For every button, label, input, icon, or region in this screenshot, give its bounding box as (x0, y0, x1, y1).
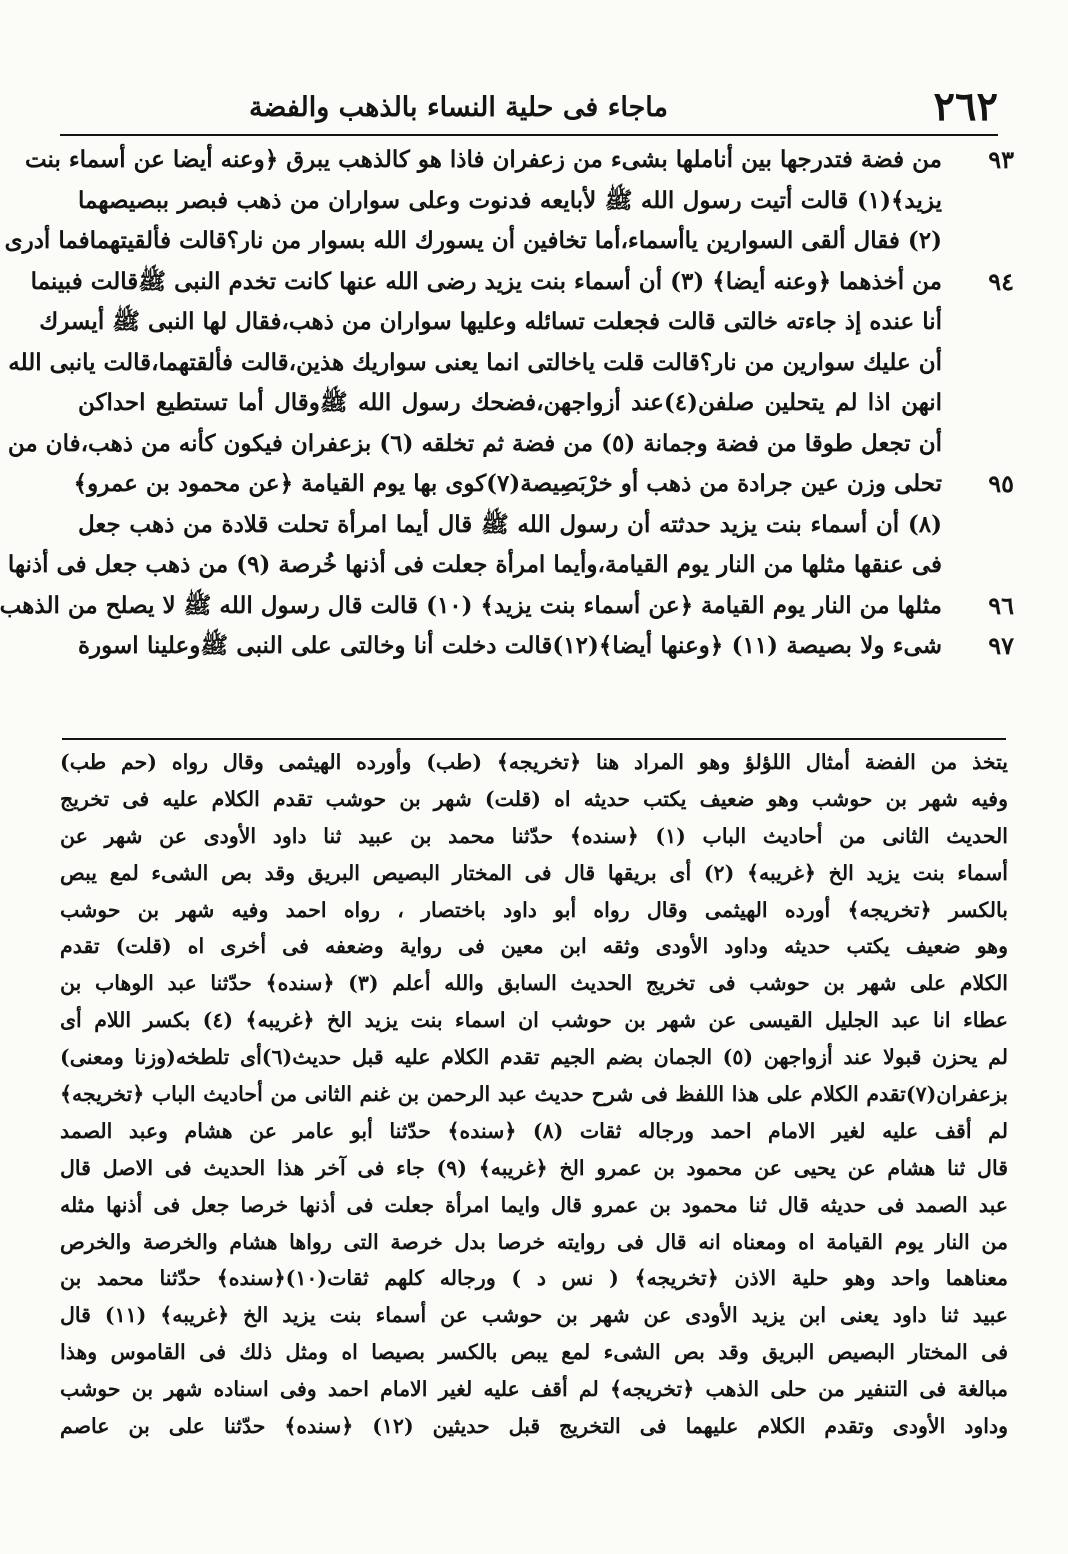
line-text: (٢) فقال ألقى السوارين ياأسماء،أما تخافين أن يسورك الله بسوار من نار؟قالت فألقيتهمافما أدرى (4, 227, 942, 254)
text-line (78, 181, 1014, 222)
line-text: أن عليك سوارين من نار؟قالت قلت ياخالتى انما يعنى سواريك هذين،قالت فألقتهما،قالت يانبى الله (8, 348, 942, 376)
text-line (30, 262, 1014, 303)
footnote-divider (62, 738, 1006, 740)
line-text: تحلى وزن عين جرادة من ذهب أو خرْبَصِيصة(٧)كوى بها يوم القيامة ﴿عن محمود بن عمرو﴾ (73, 470, 942, 497)
line-text: شىء ولا بصيصة (١١) ﴿وعنها أيضا﴾(١٢)قالت دخلت أنا وخالتى على النبى ﷺوعلينا اسورة (78, 632, 943, 659)
footnote-line: أسماء بنت يزيد الخ ﴿غريبه﴾ (٢) أى بريقها قال فى المختار البصيص البريق وقد بص الشىء لمع يبص (60, 860, 1008, 885)
text-line (78, 383, 1014, 424)
footnote-line: الحديث الثانى من أحاديث الباب (١) ﴿سنده﴾ حدّثنا محمد بن عبيد ثنا داود الأودى عن شهر عن (60, 823, 1008, 848)
hadith-number: ٩٦ (988, 590, 1014, 620)
text-line (78, 626, 1014, 667)
running-title: ماجاء فى حلية النساء بالذهب والفضة (248, 92, 668, 123)
line-text: انهن اذا لم يتحلين صلفن(٤)عند أزواجهن،فضحك رسول الله ﷺوقال أما تستطيع احداكن (78, 389, 942, 416)
text-line (4, 221, 1014, 262)
footnote-line: من النار يوم القيامة اه ومعناه انه قال فى روايته خرصا بدل خرصة التى رواها هشام والخرصة والخرص (60, 1229, 1008, 1254)
footnote-line: قال ثنا هشام عن يحيى عن محمود بن عمرو الخ ﴿غريبه﴾ (٩) جاء فى آخر هذا الحديث فى الاصل قال (60, 1155, 1008, 1180)
footnote-line: لم أقف عليه لغير الامام احمد ورجاله ثقات (٨) ﴿سنده﴾ حدّثنا أبو عامر عن هشام وعبد الصمد (60, 1118, 1008, 1143)
text-line (73, 464, 1014, 505)
footnote-line: عطاء انا عبد الجليل القيسى عن شهر بن حوشب ان اسماء بنت يزيد الخ ﴿غريبه﴾ (٤) بكسر اللام أى (60, 1008, 1009, 1033)
footnote-line: وهو ضعيف يكتب حديثه وداود الأودى وثقه ابن معين فى رواية وضعفه فى أخرى اه (قلت) تقدم (60, 934, 1008, 959)
footnote-line: عبيد ثنا داود يعنى ابن يزيد الأودى عن شهر بن حوشب عن أسماء بنت يزيد الخ ﴿غريبه﴾ (١١) قال (60, 1303, 1008, 1328)
line-text: (٨) أن أسماء بنت يزيد حدثته أن رسول الله ﷺ قال أيما امرأة تحلت قلادة من ذهب جعل (78, 510, 942, 538)
text-line (0, 586, 1014, 627)
hadith-number: ٩٤ (988, 266, 1014, 296)
footnote-line: مبالغة فى التنفير من حلى الذهب ﴿تخريجه﴾ لم أقف عليه لغير الامام احمد وفى اسناده شهر بن حوشب (60, 1377, 1008, 1402)
footnotes (60, 744, 1008, 1445)
hadith-number: ٩٥ (988, 469, 1014, 498)
page-header (60, 82, 998, 132)
line-text: من فضة فتدرجها بين أناملها بشىء من زعفران فاذا هو كالذهب يبرق ﴿وعنه أيضا عن أسماء بنت (24, 146, 942, 173)
footnote-line: عبد الصمد فى حديثه قال ثنا محمود بن عمرو قال وايما امرأة جعلت فى أذنها خرصا جعل فى أذنها مثله (60, 1192, 1008, 1217)
text-line (8, 343, 1014, 384)
footnote-line: بزعفران(٧)تقدم الكلام على هذا اللفظ فى شرح حديث عبد الرحمن بن غنم الثانى من أحاديث الباب ﴿تخريجه﴾ (60, 1082, 1008, 1107)
line-text: أنا عنده إذ جاءته خالتى قالت فجعلت تسائله وعليها سواران من ذهب،فقال لها النبى ﷺ أيسرك (39, 308, 942, 335)
footnote-line: معناهما واحد وهو حلية الاذن ﴿تخريجه﴾ ( نس د ) ورجاله كلهم ثقات(١٠)﴿سنده﴾ حدّثنا محمد بن (60, 1266, 1008, 1291)
hadith-number: ٩٣ (988, 145, 1014, 174)
footnote-line: وفيه شهر بن حوشب وهو ضعيف يكتب حديثه اه (قلت) شهر بن حوشب تقدم الكلام عليه فى تخريج (60, 786, 1008, 811)
line-text: مثلها من النار يوم القيامة ﴿عن أسماء بنت يزيد﴾ (١٠) قالت قال رسول الله ﷺ لا يصلح من الذهب (0, 591, 942, 619)
text-line (7, 424, 1014, 465)
line-text: يزيد﴾(١) قالت أتيت رسول الله ﷺ لأبايعه فدنوت وعلى سواران من ذهب فبصر ببصيصهما (78, 186, 942, 214)
text-line (39, 302, 1014, 343)
line-text: أن تجعل طوقا من فضة وجمانة (٥) من فضة ثم تخلقه (٦) بزعفران فيكون كأنه من ذهب،فان من (7, 429, 942, 457)
footnote-line: بالكسر ﴿تخريجه﴾ أورده الهيثمى وقال رواه أبو داود باختصار ، رواه احمد وفيه شهر بن حوشب (60, 897, 1008, 922)
footnote-line: فى المختار البصيص البريق وقد بص الشىء لمع يبص بالكسر بصيصا اه ومثل ذلك فى القاموس وهذا (60, 1340, 1008, 1365)
text-line (24, 140, 1014, 181)
footnote-line: يتخذ من الفضة أمثال اللؤلؤ وهو المراد هنا ﴿تخريجه﴾ (طب) وأورده الهيثمى وقال رواه (حم طب) (60, 750, 1008, 774)
hadith-number: ٩٧ (988, 631, 1014, 660)
footnote-line: لم يحزن قبولا عند أزواجهن (٥) الجمان بضم الجيم تقدم الكلام عليه قبل حديث(٦)أى تلطخه(وزنا ومعنى) (60, 1045, 1008, 1070)
line-text: من أخذهما ﴿وعنه أيضا﴾ (٣) أن أسماء بنت يزيد رضى الله عنها كانت تخدم النبى ﷺقالت فبينما (30, 267, 942, 295)
header-rule (60, 134, 998, 136)
main-text (0, 140, 1014, 667)
page-number: ٢٦٢ (933, 83, 998, 130)
text-line (7, 545, 1014, 586)
line-text: فى عنقها مثلها من النار يوم القيامة،وأيما امرأة جعلت فى أذنها خُرصة (٩) من ذهب جعل فى أذنها (7, 551, 942, 578)
footnote-line: وداود الأودى وتقدم الكلام عليهما فى التخريج قبل حديثين (١٢) ﴿سنده﴾ حدّثنا على بن عاصم (60, 1414, 1008, 1439)
footnote-line: الكلام على شهر بن حوشب فى تخريج الحديث السابق والله أعلم (٣) ﴿سنده﴾ حدّثنا عبد الوهاب بن (60, 971, 1008, 996)
text-line (78, 505, 1014, 546)
